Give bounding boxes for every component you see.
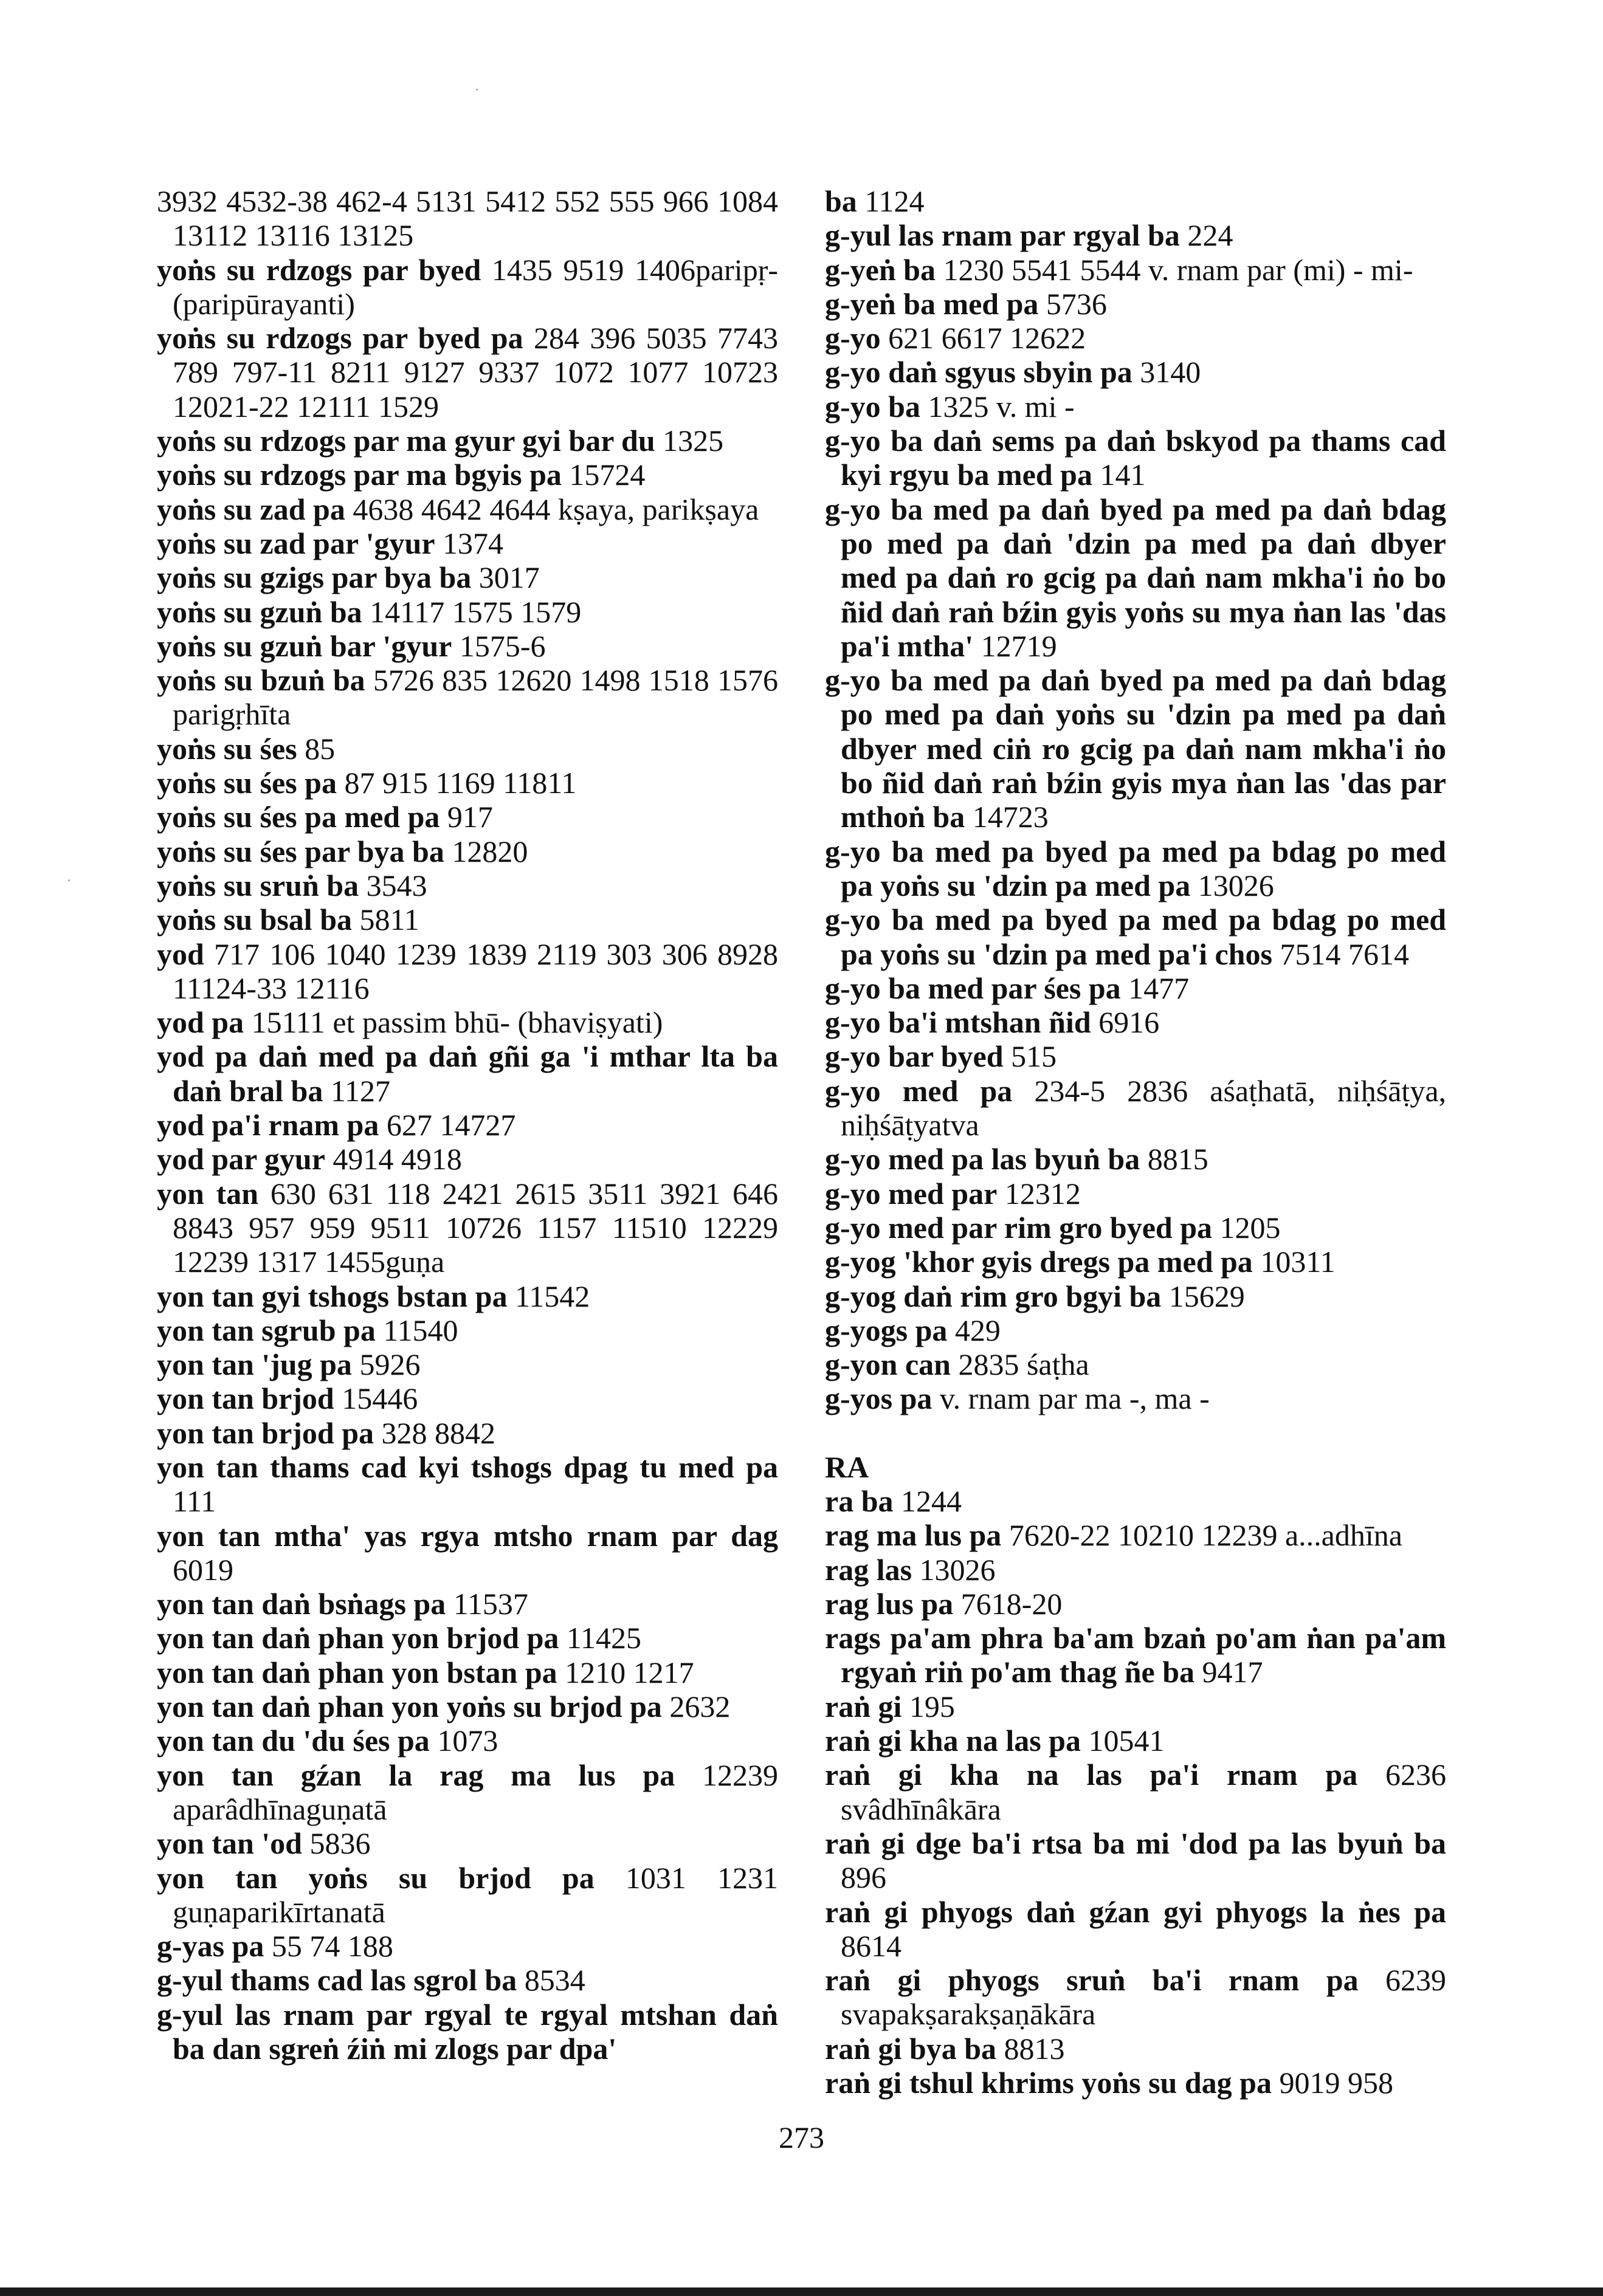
entry-headword: yon tan thams cad kyi tshogs dpag tu med pa: [157, 1449, 778, 1484]
index-entry: [157, 526, 778, 560]
index-entry: [825, 1587, 1446, 1621]
index-entry: [157, 1621, 778, 1655]
index-entry: [157, 1998, 778, 2066]
entry-headword: g-yo ba: [825, 389, 920, 424]
index-entry: [825, 253, 1446, 287]
entry-headword: yon tan brjod: [157, 1381, 334, 1416]
index-entry: [825, 2032, 1446, 2066]
entry-references: 15111 et passim bhū- (bhaviṣyati): [251, 1005, 663, 1040]
index-entry: [157, 424, 778, 458]
index-entry: [825, 1758, 1446, 1826]
index-entry: [157, 1005, 778, 1039]
entry-headword: g-yeṅ ba med pa: [825, 286, 1039, 321]
entry-headword: yoṅs su śes par bya ba: [157, 834, 444, 868]
index-entry: [825, 1039, 1446, 1073]
entry-references: 14117 1575 1579: [370, 594, 582, 629]
entry-references: 85: [305, 731, 336, 766]
entry-references: 6019: [173, 1552, 233, 1587]
index-entry: [825, 1279, 1446, 1313]
entry-references: 195: [909, 1689, 955, 1724]
index-entry: [157, 868, 778, 902]
entry-headword: raṅ gi: [825, 1689, 902, 1724]
entry-references: 8614: [841, 1928, 901, 1963]
entry-headword: g-yo med par rim gro byed pa: [825, 1210, 1213, 1245]
index-entry: [157, 1108, 778, 1142]
index-entry: [825, 184, 1446, 218]
entry-references: 1031 1231 guṇaparikīrtanatā: [173, 1860, 779, 1929]
entry-references: 12719: [981, 628, 1057, 663]
entry-headword: yon tan gźan la rag ma lus pa: [157, 1758, 675, 1792]
right-column-entries: [825, 184, 1446, 1416]
scan-speck: [476, 89, 478, 91]
entry-headword: rag las: [825, 1552, 912, 1587]
entry-headword: yon tan 'od: [157, 1826, 302, 1861]
scan-edge: [0, 2287, 1603, 2296]
entry-headword: yod pa: [157, 1005, 244, 1040]
entry-references: 55 74 188: [271, 1929, 393, 1964]
entry-references: 11540: [383, 1313, 458, 1347]
index-entry: [157, 1313, 778, 1347]
entry-references: 234-5 2836 aśaṭhatā, niḥśāṭya, niḥśāṭyatva: [841, 1073, 1447, 1143]
entry-references: 3932 4532-38 462-4 5131 5412 552 555 966 1084 13112 13116 13125: [157, 184, 778, 253]
entry-references: 5836: [309, 1826, 371, 1861]
index-entry: [825, 1313, 1446, 1347]
entry-headword: rag ma lus pa: [825, 1518, 1002, 1553]
entry-headword: yon tan brjod pa: [157, 1415, 374, 1450]
entry-references: 5736: [1046, 286, 1107, 321]
right-column: [825, 184, 1446, 2100]
entry-headword: yoṅs su rdzogs par ma gyur gyi bar du: [157, 424, 655, 458]
entry-references: 6916: [1098, 1005, 1160, 1040]
entry-references: 9417: [1202, 1655, 1263, 1689]
entry-headword: yoṅs su bsal ba: [157, 902, 352, 937]
index-entry: [825, 1895, 1446, 1964]
index-entry: [825, 1963, 1446, 2032]
entry-references: 1575-6: [459, 628, 546, 663]
index-entry: [825, 355, 1446, 389]
entry-references: 1325 v. mi -: [928, 389, 1075, 424]
entry-headword: yod par gyur: [157, 1142, 325, 1177]
page-number: 273: [779, 2120, 824, 2154]
entry-headword: g-yo ba'i mtshan ñid: [825, 1005, 1091, 1040]
entry-references: 8534: [524, 1963, 585, 1998]
index-entry: [157, 1279, 778, 1313]
entry-references: 1210 1217: [565, 1655, 694, 1689]
entry-references: 1230 5541 5544 v. rnam par (mi) - mi-: [943, 252, 1413, 287]
entry-references: 896: [841, 1860, 886, 1895]
index-entry: [157, 766, 778, 800]
index-entry: [825, 1245, 1446, 1279]
index-entry: [157, 458, 778, 492]
index-entry: [825, 1347, 1446, 1381]
entry-headword: yoṅs su zad pa: [157, 492, 345, 526]
entry-headword: yoṅs su śes pa med pa: [157, 800, 440, 834]
index-entry: [157, 1450, 778, 1519]
entry-headword: g-yo ba daṅ sems pa daṅ bskyod pa thams cad kyi rgyu ba med pa: [825, 424, 1446, 492]
index-entry: [157, 321, 778, 424]
entry-references: 6239 svapakṣarakṣaṇākāra: [841, 1963, 1447, 2032]
entry-references: 284 396 5035 7743 789 797-11 8211 9127 9337 1072 1077 10723 12021-22 12111 1529: [173, 321, 778, 424]
index-entry: [825, 2066, 1446, 2100]
entry-references: 12239 aparâdhīnaguṇatā: [173, 1758, 779, 1826]
entry-references: 3017: [478, 560, 540, 595]
entry-references: 141: [1100, 458, 1146, 492]
entry-headword: g-yog 'khor gyis dregs pa med pa: [825, 1245, 1253, 1279]
entry-headword: yoṅs su bzuṅ ba: [157, 663, 365, 698]
index-entry: [825, 971, 1446, 1005]
index-entry: [825, 1142, 1446, 1176]
entry-references: 515: [1011, 1039, 1057, 1074]
entry-headword: rags pa'am phra ba'am bzaṅ po'am ṅan pa'am rgyaṅ riṅ po'am thag ñe ba: [825, 1621, 1446, 1689]
index-entry: [825, 390, 1446, 424]
entry-references: 11537: [453, 1587, 528, 1621]
entry-references: 621 6617 12622: [888, 321, 1086, 356]
index-entry: [825, 1518, 1446, 1552]
entry-headword: yod pa daṅ med pa daṅ gñi ga 'i mthar lta ba daṅ bral ba: [157, 1039, 778, 1108]
entry-references: 2835 śaṭha: [958, 1347, 1089, 1382]
entry-headword: yoṅs su rdzogs par ma bgyis pa: [157, 458, 562, 492]
entry-headword: yon tan: [157, 1176, 259, 1211]
entry-references: 10541: [1088, 1724, 1165, 1758]
entry-headword: g-yo ba med pa byed pa med pa bdag po med pa yoṅs su 'dzin pa med pa'i chos: [825, 902, 1446, 971]
index-entry: [825, 287, 1446, 321]
entry-references: 1477: [1128, 971, 1190, 1005]
entry-references: 7514 7614: [1280, 937, 1409, 971]
index-entry: [157, 1381, 778, 1415]
index-entry: [825, 1621, 1446, 1689]
entry-headword: yon tan gyi tshogs bstan pa: [157, 1279, 508, 1313]
entry-references: 15446: [342, 1381, 418, 1416]
entry-headword: g-yo daṅ sgyus sbyin pa: [825, 355, 1132, 390]
index-entry: [157, 629, 778, 663]
index-entry: [157, 1689, 778, 1724]
entry-references: 5811: [359, 902, 419, 937]
index-entry: [157, 1177, 778, 1279]
entry-headword: g-yon can: [825, 1347, 951, 1382]
entry-headword: g-yo ba med pa byed pa med pa bdag po med pa yoṅs su 'dzin pa med pa: [825, 834, 1446, 902]
index-entry: [157, 1826, 778, 1860]
entry-references: 15629: [1168, 1279, 1245, 1313]
index-entry: [157, 834, 778, 868]
index-entry: [157, 663, 778, 732]
entry-references: 3543: [366, 868, 427, 902]
entry-headword: yoṅs su rdzogs par byed pa: [157, 321, 523, 356]
entry-headword: g-yo med pa las byuṅ ba: [825, 1142, 1140, 1177]
index-entry: [157, 937, 778, 1006]
index-entry: [825, 321, 1446, 355]
entry-references: 3140: [1140, 355, 1201, 390]
entry-references: 14723: [972, 800, 1049, 834]
entry-headword: raṅ gi kha na las pa'i rnam pa: [825, 1758, 1358, 1792]
entry-headword: raṅ gi tshul khrims yoṅs su dag pa: [825, 2066, 1272, 2100]
index-entry: [825, 218, 1446, 252]
entry-references: 11425: [566, 1621, 642, 1655]
entry-headword: yon tan mtha' yas rgya mtsho rnam par dag: [157, 1518, 778, 1553]
index-entry: [825, 1484, 1446, 1518]
entry-references: 1325: [663, 424, 724, 458]
entry-references: 917: [447, 800, 493, 834]
index-entry: [825, 834, 1446, 903]
entry-headword: yon tan du 'du śes pa: [157, 1724, 430, 1758]
entry-references: 10311: [1260, 1245, 1336, 1279]
entry-headword: g-yo med pa: [825, 1073, 1013, 1108]
index-entry: [157, 1519, 778, 1587]
section-heading: RA: [825, 1449, 869, 1484]
entry-references: 7618-20: [960, 1586, 1063, 1621]
index-entry: [825, 1211, 1446, 1245]
index-entry: [825, 1074, 1446, 1143]
entry-references: 111: [173, 1484, 216, 1519]
entry-headword: g-yo ba med pa daṅ byed pa med pa daṅ bdag po med pa daṅ 'dzin pa med pa daṅ dbyer med pa daṅ ro gcig pa daṅ nam mkha'i ṅo bo ñid daṅ raṅ bźin gyis yoṅs su mya ṅan las 'das pa'i mtha': [825, 492, 1446, 663]
index-entry: [157, 902, 778, 937]
index-entry: [157, 1416, 778, 1450]
entry-headword: rag lus pa: [825, 1586, 954, 1621]
index-entry: [157, 1724, 778, 1758]
index-entry: [157, 1861, 778, 1930]
index-entry: [157, 595, 778, 629]
entry-headword: raṅ gi phyogs sruṅ ba'i rnam pa: [825, 1963, 1359, 1998]
entry-references: 7620-22 10210 12239 a...adhīna: [1008, 1518, 1402, 1553]
index-entry: [825, 1724, 1446, 1758]
index-entry: [157, 800, 778, 834]
index-entry: [157, 253, 778, 321]
entry-headword: g-yo med par: [825, 1176, 998, 1211]
entry-headword: raṅ gi bya ba: [825, 2031, 997, 2066]
entry-headword: yon tan daṅ phan yon yoṅs su brjod pa: [157, 1689, 662, 1724]
index-entry: [157, 1587, 778, 1621]
entry-headword: g-yas pa: [157, 1929, 264, 1964]
entry-references: 1124: [864, 184, 925, 218]
entry-headword: yod pa'i rnam pa: [157, 1108, 379, 1143]
entry-references: 12312: [1004, 1176, 1081, 1211]
entry-headword: g-yeṅ ba: [825, 252, 936, 287]
index-entry: [825, 424, 1446, 492]
entry-headword: yon tan daṅ phan yon bstan pa: [157, 1655, 557, 1689]
entry-references: 1073: [437, 1724, 498, 1758]
entry-headword: yoṅs su gzuṅ ba: [157, 594, 362, 629]
entry-headword: ba: [825, 184, 857, 218]
entry-headword: yon tan daṅ phan yon brjod pa: [157, 1621, 559, 1655]
entry-references: 15724: [569, 458, 646, 492]
entry-headword: yoṅs su śes pa: [157, 766, 337, 800]
entry-references: 87 915 1169 11811: [344, 766, 577, 800]
index-entry: [157, 184, 778, 253]
entry-headword: yod: [157, 937, 204, 971]
index-entry: [825, 1689, 1446, 1724]
index-entry: [825, 1005, 1446, 1039]
index-entry: [825, 1381, 1446, 1415]
index-entry: [157, 1039, 778, 1108]
entry-references: 4914 4918: [333, 1142, 462, 1177]
entry-references: 1435 9519 1406paripṛ-(paripūrayanti): [173, 252, 778, 321]
index-entry: [157, 1347, 778, 1381]
entry-references: 9019 958: [1279, 2066, 1393, 2100]
entry-headword: raṅ gi dge ba'i rtsa ba mi 'dod pa las byuṅ ba: [825, 1826, 1446, 1860]
entry-headword: g-yos pa: [825, 1381, 932, 1416]
entry-headword: g-yul thams cad las sgrol ba: [157, 1963, 517, 1998]
entry-references: 8813: [1004, 2031, 1065, 2066]
entry-references: 5926: [359, 1347, 421, 1382]
entry-headword: yoṅs su gzigs par bya ba: [157, 560, 472, 595]
entry-references: 429: [954, 1313, 1001, 1347]
entry-headword: raṅ gi kha na las pa: [825, 1724, 1081, 1758]
entry-references: v. rnam par ma -, ma -: [939, 1381, 1210, 1416]
right-column-entries-after: [825, 1484, 1446, 2100]
entry-references: 6236 svâdhīnâkāra: [841, 1758, 1447, 1826]
entry-headword: yoṅs su zad par 'gyur: [157, 526, 435, 560]
index-entry: [825, 1177, 1446, 1211]
entry-references: 2632: [669, 1689, 731, 1724]
scan-speck: [68, 879, 70, 881]
entry-headword: g-yo: [825, 321, 881, 356]
index-entry: [157, 560, 778, 594]
entry-references: 8815: [1147, 1142, 1208, 1177]
entry-references: 12820: [452, 834, 528, 868]
entry-references: 11542: [515, 1279, 590, 1313]
entry-references: 1127: [330, 1073, 390, 1108]
entry-headword: ra ba: [825, 1483, 894, 1518]
entry-headword: yoṅs su gzuṅ bar 'gyur: [157, 628, 452, 663]
entry-references: 627 14727: [386, 1108, 516, 1143]
index-entry: [157, 1758, 778, 1827]
entry-headword: yoṅs su śes: [157, 731, 297, 766]
index-entry: [825, 1826, 1446, 1895]
index-entry: [825, 1553, 1446, 1587]
entry-references: 1205: [1219, 1210, 1281, 1245]
index-entry: [825, 663, 1446, 834]
entry-references: 13026: [1198, 868, 1274, 902]
entry-headword: yon tan sgrub pa: [157, 1313, 376, 1347]
entry-references: 1244: [901, 1483, 962, 1518]
entry-headword: yoṅs su sruṅ ba: [157, 868, 359, 902]
entry-headword: g-yul las rnam par rgyal ba: [825, 218, 1180, 253]
index-entry: [157, 1929, 778, 1963]
entry-references: 13026: [919, 1552, 996, 1587]
entry-references: 1374: [443, 526, 504, 560]
index-entry: [825, 492, 1446, 663]
entry-headword: yon tan daṅ bsṅags pa: [157, 1587, 446, 1621]
entry-references: 224: [1187, 218, 1233, 253]
left-column: [157, 184, 778, 2066]
entry-headword: raṅ gi phyogs daṅ gźan gyi phyogs la ṅes pa: [825, 1894, 1446, 1929]
index-entry: [157, 1655, 778, 1689]
entry-headword: g-yo ba med par śes pa: [825, 971, 1121, 1005]
entry-headword: yon tan yoṅs su brjod pa: [157, 1860, 595, 1895]
index-entry: [157, 1142, 778, 1176]
entry-references: 328 8842: [381, 1415, 496, 1450]
entry-headword: yon tan 'jug pa: [157, 1347, 352, 1382]
entry-headword: g-yul las rnam par rgyal te rgyal mtshan daṅ ba dan sgreṅ źiṅ mi zlogs par dpa': [157, 1997, 778, 2066]
entry-references: 630 631 118 2421 2615 3511 3921 646 8843 957 959 9511 10726 1157 11510 12229 12239 1317 1455guṇa: [173, 1176, 778, 1279]
index-entry: [157, 1963, 778, 1997]
entry-references: 4638 4642 4644 kṣaya, parikṣaya: [353, 492, 759, 526]
entry-headword: g-yo ba med pa daṅ byed pa med pa daṅ bdag po med pa daṅ yoṅs su 'dzin pa med pa daṅ dbyer med ciṅ ro gcig pa daṅ nam mkha'i ṅo bo ñid daṅ raṅ bźin gyis mya ṅan las 'das par mthoṅ ba: [825, 663, 1446, 834]
entry-references: 717 106 1040 1239 1839 2119 303 306 8928 11124-33 12116: [173, 937, 778, 1005]
entry-headword: yoṅs su rdzogs par byed: [157, 252, 481, 287]
entry-references: 5726 835 12620 1498 1518 1576 parigṛhīta: [173, 663, 779, 732]
index-entry: [157, 492, 778, 526]
entry-headword: g-yog daṅ rim gro bgyi ba: [825, 1279, 1162, 1313]
index-entry: [157, 732, 778, 766]
index-entry: [825, 902, 1446, 971]
section-gap: [825, 1416, 1446, 1450]
entry-headword: g-yo bar byed: [825, 1039, 1004, 1074]
entry-headword: g-yogs pa: [825, 1313, 948, 1347]
